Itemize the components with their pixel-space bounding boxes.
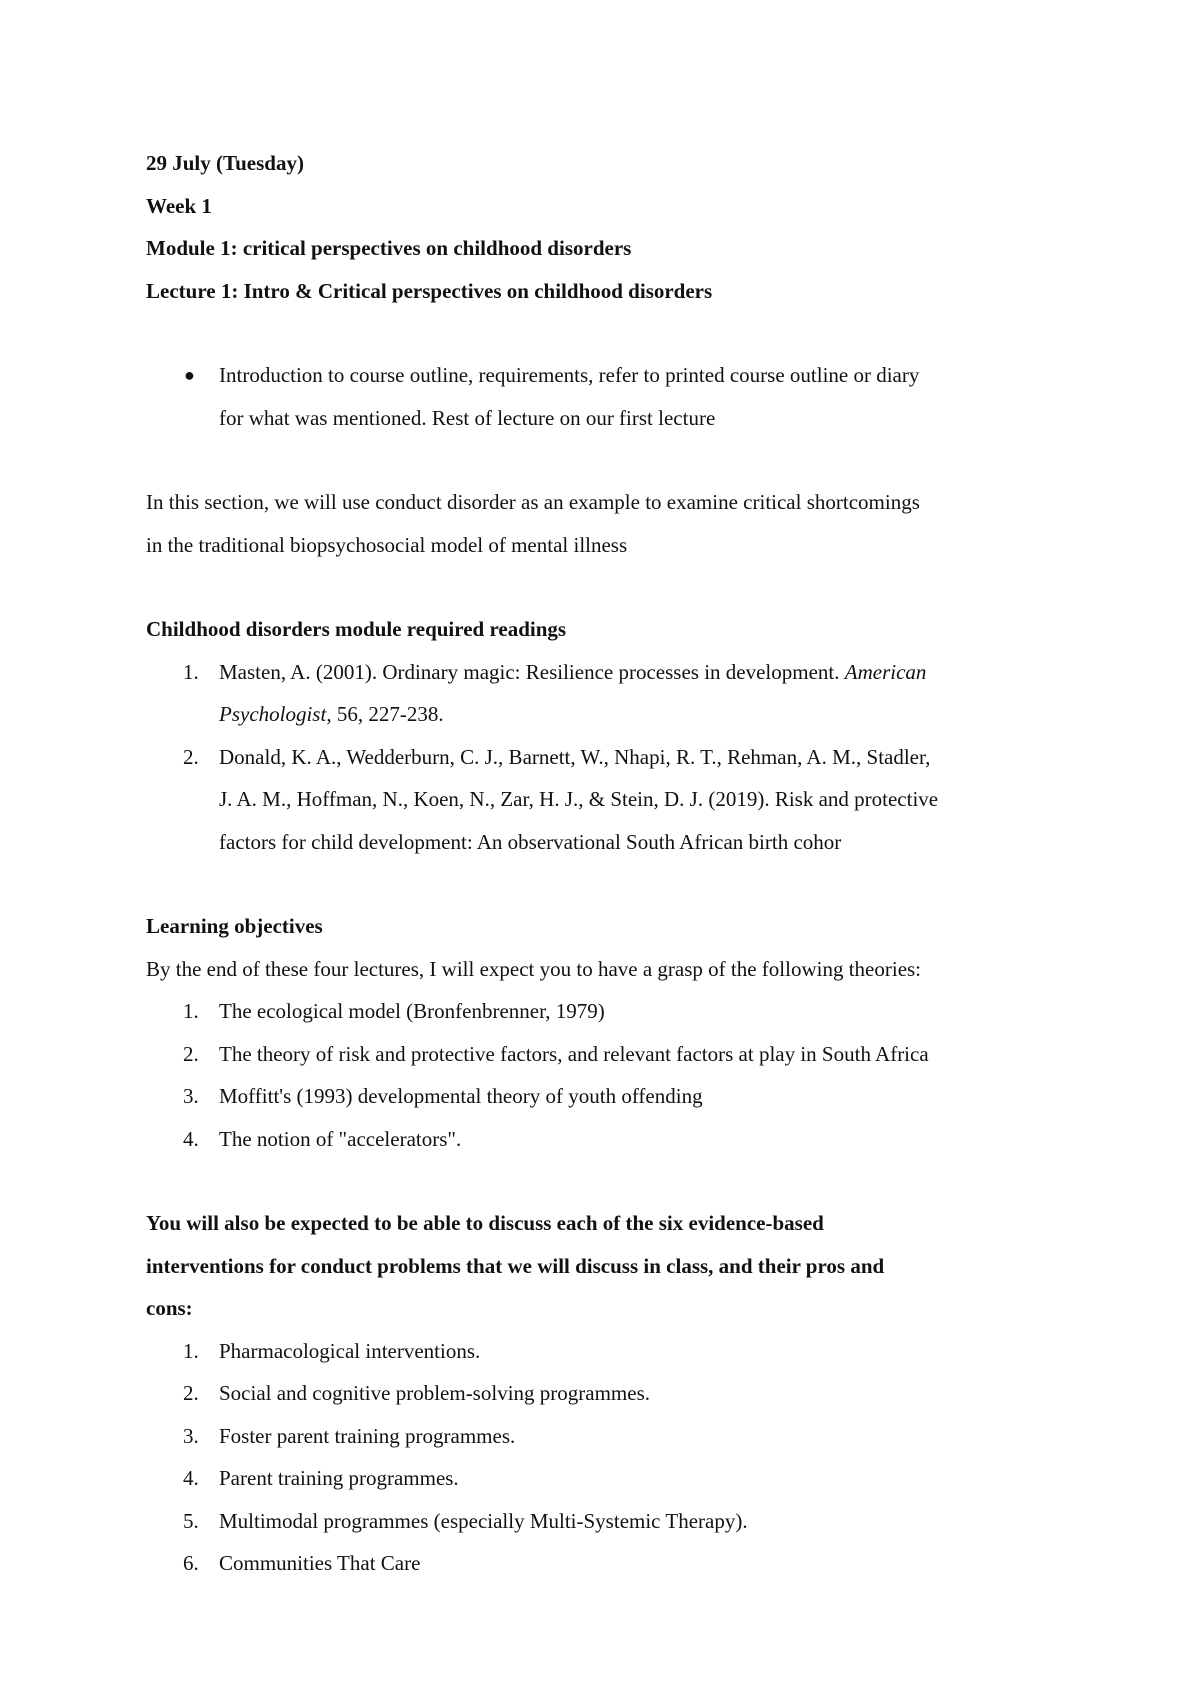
list-item <box>146 1457 1066 1500</box>
objective-text: The ecological model (Bronfenbrenner, 1979) <box>219 999 605 1023</box>
list-number: 4. <box>183 1466 199 1490</box>
list-item <box>146 1118 1066 1161</box>
document-body <box>146 142 1066 1585</box>
reading-line: J. A. M., Hoffman, N., Koen, N., Zar, H. J., & Stein, D. J. (2019). Risk and protective <box>219 787 939 811</box>
readings-heading: Childhood disorders module required readings <box>146 617 567 641</box>
list-item <box>146 990 1066 1033</box>
intervention-text: Social and cognitive problem-solving programmes. <box>219 1381 650 1405</box>
intervention-text: Communities That Care <box>219 1551 421 1575</box>
list-number: 3. <box>183 1084 199 1108</box>
list-number: 5. <box>183 1508 199 1533</box>
list-number: 1. <box>183 999 199 1023</box>
intervention-text: Multimodal programmes (especially Multi-Systemic Therapy). <box>219 1508 748 1533</box>
week-heading: Week 1 <box>146 193 212 218</box>
spacer <box>146 863 1066 905</box>
date-heading: 29 July (Tuesday) <box>146 151 304 175</box>
list-item <box>146 1033 1066 1076</box>
objectives-lead: By the end of these four lectures, I will expect you to have a grasp of the following theories: <box>146 956 922 981</box>
list-number: 4. <box>183 1126 199 1151</box>
interventions-heading-line: You will also be expected to be able to discuss each of the six evidence-based <box>146 1211 824 1235</box>
reading-text: , 56, 227-238. <box>326 702 444 726</box>
objective-text: Moffitt's (1993) developmental theory of youth offending <box>219 1084 703 1108</box>
list-item <box>146 1372 1066 1415</box>
reading-text: Masten, A. (2001). Ordinary magic: Resilience processes in development. <box>219 659 845 684</box>
journal-name: American <box>844 659 927 684</box>
list-item <box>146 1330 1066 1373</box>
reading-line: factors for child development: An observational South African birth cohor <box>219 829 842 854</box>
section-intro-line: In this section, we will use conduct disorder as an example to examine critical shortcomings <box>146 490 920 514</box>
objectives-list <box>146 990 1066 1160</box>
list-item <box>146 1075 1066 1118</box>
objective-text: The theory of risk and protective factors, and relevant factors at play in South Africa <box>219 1041 929 1066</box>
reading-line: Donald, K. A., Wedderburn, C. J., Barnett, W., Nhapi, R. T., Rehman, A. M., Stadler, <box>219 744 931 769</box>
list-number: 2. <box>183 1381 199 1405</box>
list-number: 2. <box>183 1041 199 1066</box>
module-heading: Module 1: critical perspectives on childhood disorders <box>146 236 632 260</box>
interventions-list <box>146 1330 1066 1585</box>
section-intro-line: in the traditional biopsychosocial model of mental illness <box>146 532 628 557</box>
bullet-icon: ● <box>184 365 195 385</box>
intro-bullet-list <box>146 354 1066 439</box>
spacer <box>146 312 1066 354</box>
readings-list <box>146 651 1066 864</box>
list-item <box>146 651 1066 736</box>
bullet-text-line: for what was mentioned. Rest of lecture on our first lecture <box>219 405 716 430</box>
list-item <box>146 354 1066 439</box>
list-item <box>146 1542 1066 1585</box>
list-item <box>146 736 1066 864</box>
list-item <box>146 1500 1066 1543</box>
bullet-text-line: Introduction to course outline, requirements, refer to printed course outline or diary <box>219 363 920 387</box>
list-number: 1. <box>183 1338 199 1363</box>
spacer <box>146 439 1066 481</box>
reading-line <box>219 693 1066 736</box>
interventions-heading-line: cons: <box>146 1296 193 1320</box>
list-number: 2. <box>183 744 199 769</box>
intervention-text: Parent training programmes. <box>219 1466 459 1490</box>
list-number: 6. <box>183 1551 199 1575</box>
intervention-text: Pharmacological interventions. <box>219 1338 481 1363</box>
list-item <box>146 1415 1066 1458</box>
interventions-heading-line: interventions for conduct problems that we will discuss in class, and their pros and <box>146 1253 885 1278</box>
list-number: 1. <box>183 659 199 684</box>
lecture-heading: Lecture 1: Intro & Critical perspectives on childhood disorders <box>146 278 713 303</box>
reading-line <box>219 651 1066 694</box>
objective-text: The notion of "accelerators". <box>219 1126 462 1151</box>
spacer <box>146 1160 1066 1202</box>
spacer <box>146 566 1066 608</box>
objectives-heading: Learning objectives <box>146 914 323 938</box>
list-number: 3. <box>183 1423 199 1448</box>
intervention-text: Foster parent training programmes. <box>219 1423 516 1448</box>
journal-name: Psychologist <box>219 702 327 726</box>
